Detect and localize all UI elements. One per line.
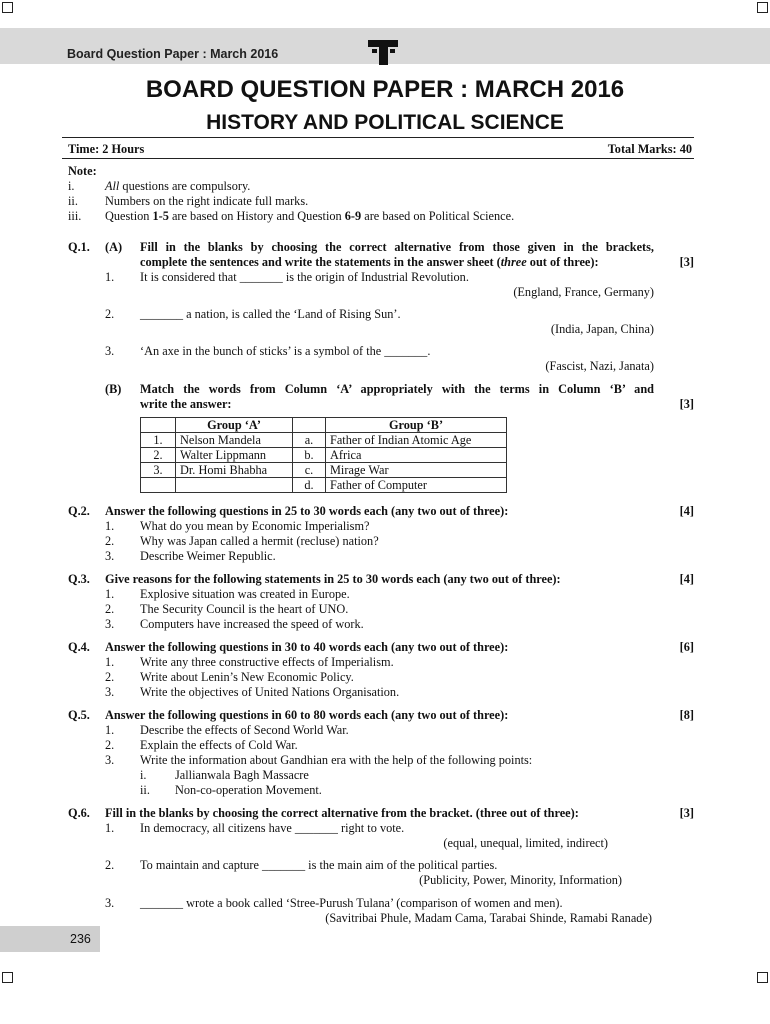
question-item: Describe Weimer Republic.	[140, 549, 276, 563]
q1a-instruction-line2: complete the sentences and write the statements in the answer sheet (three out of three):	[140, 255, 599, 269]
item-number: 1.	[105, 587, 115, 601]
question-subitem: Non-co-operation Movement.	[175, 783, 322, 797]
part-label: (B)	[105, 382, 122, 396]
question-item: Write the information about Gandhian era with the help of the following points:	[140, 753, 533, 767]
q1-item-text: ‘An axe in the bunch of sticks’ is a symbol of the _______.	[140, 344, 431, 358]
subitem-number: i.	[140, 768, 147, 782]
q6-item-options: (Savitribai Phule, Madam Cama, Tarabai Shinde, Ramabi Ranade)	[325, 911, 652, 925]
crop-mark	[757, 972, 768, 983]
note-label: Note:	[68, 164, 97, 178]
item-number: 1.	[105, 519, 115, 533]
publisher-logo-icon	[366, 36, 402, 66]
question-item: Write any three constructive effects of Imperialism.	[140, 655, 394, 669]
question-item: What do you mean by Economic Imperialism?	[140, 519, 370, 533]
table-row	[141, 433, 507, 448]
question-item: Write the objectives of United Nations Organisation.	[140, 685, 400, 699]
question-item: _______ wrote a book called ‘Stree-Purush Tulana’ (comparison of women and men).	[140, 896, 563, 910]
q1-item-options: (India, Japan, China)	[550, 322, 654, 336]
q1b-instruction-line1: Match the words from Column ‘A’ appropriately with the terms in Column ‘B’ and	[140, 382, 654, 396]
item-number: 1.	[105, 655, 115, 669]
q1b-instruction-line2: write the answer:	[140, 397, 232, 411]
question-item: To maintain and capture _______ is the main aim of the political parties.	[140, 858, 498, 872]
question-heading: Answer the following questions in 60 to 80 words each (any two out of three):	[105, 708, 509, 722]
q1-item-text: _______ a nation, is called the ‘Land of Rising Sun’.	[140, 307, 401, 321]
group-b-cell: Africa	[326, 448, 507, 463]
note-item-1: All questions are compulsory.	[105, 179, 251, 193]
part-label: (A)	[105, 240, 123, 254]
running-title: Board Question Paper : March 2016	[67, 47, 279, 61]
q1a-instruction-line1: Fill in the blanks by choosing the correct alternative from those given in the brackets,	[140, 240, 654, 254]
table-row	[141, 463, 507, 478]
page-subtitle: HISTORY AND POLITICAL SCIENCE	[206, 111, 564, 134]
question-item: Write about Lenin’s New Economic Policy.	[140, 670, 354, 684]
question-heading: Answer the following questions in 25 to 30 words each (any two out of three):	[105, 504, 509, 518]
group-b-cell: Mirage War	[326, 463, 507, 478]
group-b-cell: Father of Computer	[326, 478, 507, 493]
question-item: Computers have increased the speed of work.	[140, 617, 364, 631]
item-number: 1.	[105, 270, 115, 284]
question-heading: Give reasons for the following statements in 25 to 30 words each (any two out of three):	[105, 572, 561, 586]
item-number: 2.	[105, 738, 115, 752]
note-num: iii.	[68, 209, 82, 223]
q6-item-options: (Publicity, Power, Minority, Information)	[419, 873, 622, 887]
question-item: Explosive situation was created in Europe.	[140, 587, 350, 601]
item-number: 3.	[105, 344, 115, 358]
question-item: Why was Japan called a hermit (recluse) nation?	[140, 534, 379, 548]
note-item-3: Question 1-5 are based on History and Question 6-9 are based on Political Science.	[105, 209, 515, 223]
item-number: 2.	[105, 858, 115, 872]
group-a-cell: Walter Lippmann	[176, 448, 293, 463]
divider	[62, 158, 694, 159]
question-heading: Answer the following questions in 30 to 40 words each (any two out of three):	[105, 640, 509, 654]
divider	[62, 137, 694, 138]
row-letter: a.	[293, 433, 326, 448]
crop-mark	[2, 972, 13, 983]
question-subitem: Jallianwala Bagh Massacre	[175, 768, 309, 782]
q6-item-options: (equal, unequal, limited, indirect)	[443, 836, 608, 850]
row-number	[141, 478, 176, 493]
column-a-header: Group ‘A’	[176, 418, 293, 433]
item-number: 3.	[105, 617, 115, 631]
marks: [3]	[679, 806, 694, 820]
row-letter: d.	[293, 478, 326, 493]
question-number: Q.3.	[68, 572, 90, 586]
item-number: 2.	[105, 602, 115, 616]
item-number: 1.	[105, 821, 115, 835]
row-number: 2.	[141, 448, 176, 463]
question-number: Q.5.	[68, 708, 90, 722]
item-number: 2.	[105, 670, 115, 684]
item-number: 2.	[105, 534, 115, 548]
item-number: 2.	[105, 307, 115, 321]
note-num: i.	[68, 179, 75, 193]
crop-mark	[757, 2, 768, 13]
group-b-cell: Father of Indian Atomic Age	[326, 433, 507, 448]
column-b-header: Group ‘B’	[326, 418, 507, 433]
row-number: 3.	[141, 463, 176, 478]
time-label: Time: 2 Hours	[68, 142, 145, 156]
marks: [4]	[679, 504, 694, 518]
group-a-cell: Nelson Mandela	[176, 433, 293, 448]
question-heading: Fill in the blanks by choosing the correct alternative from the bracket. (three out of three):	[105, 806, 579, 820]
page-number: 236	[70, 932, 91, 946]
item-number: 1.	[105, 723, 115, 737]
group-a-cell: Dr. Homi Bhabha	[176, 463, 293, 478]
crop-mark	[2, 2, 13, 13]
question-number: Q.2.	[68, 504, 90, 518]
question-number: Q.1.	[68, 240, 90, 254]
q1-item-options: (England, France, Germany)	[513, 285, 654, 299]
marks: [4]	[679, 572, 694, 586]
row-letter: c.	[293, 463, 326, 478]
marks: [8]	[679, 708, 694, 722]
question-number: Q.6.	[68, 806, 90, 820]
group-a-cell	[176, 478, 293, 493]
table-row	[141, 478, 507, 493]
table-row	[141, 448, 507, 463]
note-item-2: Numbers on the right indicate full marks.	[105, 194, 309, 208]
question-item: Explain the effects of Cold War.	[140, 738, 298, 752]
row-number: 1.	[141, 433, 176, 448]
q1-item-text: It is considered that _______ is the origin of Industrial Revolution.	[140, 270, 469, 284]
note-num: ii.	[68, 194, 78, 208]
marks: [3]	[679, 255, 694, 269]
marks: [6]	[679, 640, 694, 654]
marks: [3]	[679, 397, 694, 411]
q1-item-options: (Fascist, Nazi, Janata)	[545, 359, 654, 373]
question-number: Q.4.	[68, 640, 90, 654]
question-item: The Security Council is the heart of UNO.	[140, 602, 349, 616]
row-letter: b.	[293, 448, 326, 463]
question-item: In democracy, all citizens have _______ right to vote.	[140, 821, 405, 835]
subitem-number: ii.	[140, 783, 150, 797]
item-number: 3.	[105, 549, 115, 563]
item-number: 3.	[105, 685, 115, 699]
total-marks: Total Marks: 40	[607, 142, 692, 156]
item-number: 3.	[105, 753, 115, 767]
match-table	[140, 417, 507, 493]
item-number: 3.	[105, 896, 115, 910]
page-title: BOARD QUESTION PAPER : MARCH 2016	[145, 76, 625, 103]
table-header-row	[141, 418, 507, 433]
question-item: Describe the effects of Second World War.	[140, 723, 349, 737]
